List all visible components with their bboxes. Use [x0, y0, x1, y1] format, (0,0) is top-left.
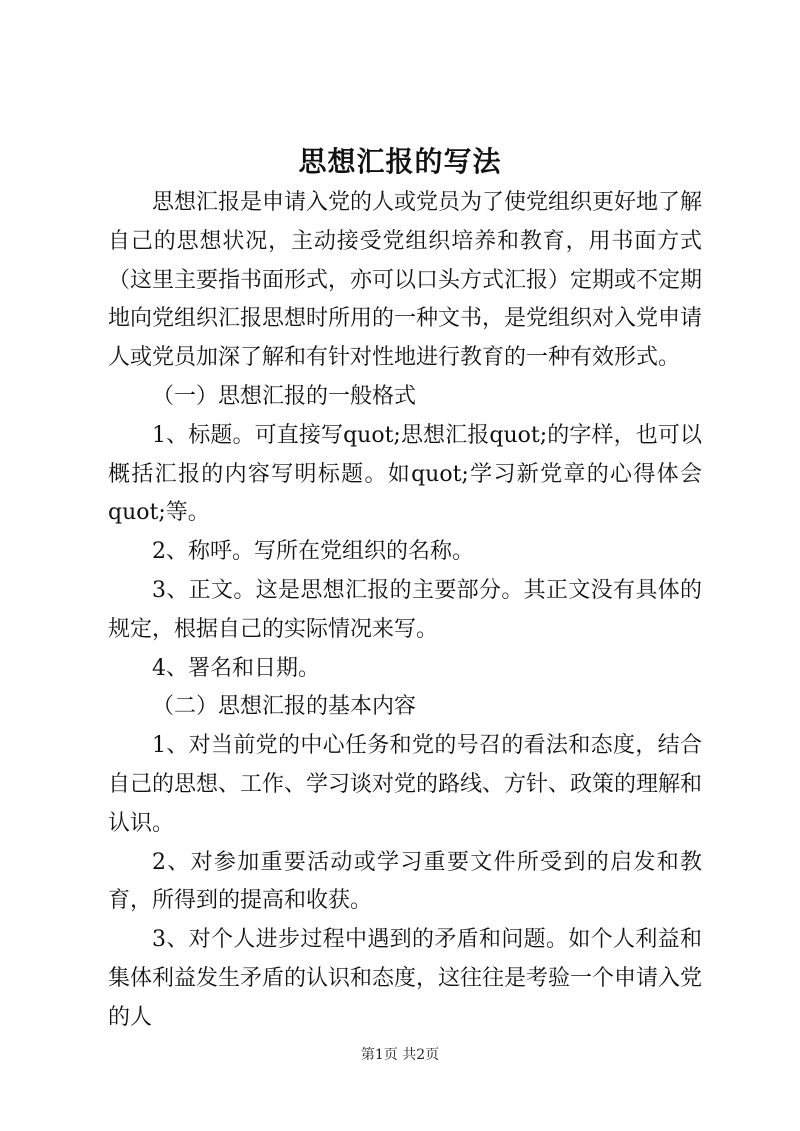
format-item-salutation: 2、称呼。写所在党组织的名称。: [152, 539, 474, 565]
intro-paragraph: 思想汇报是申请入党的人或党员为了使党组织更好地了解自己的思想状况，主动接受党组织培养和教育，用书面方式（这里主要指书面形式，亦可以口头方式汇报）定期或不定期地向党组织汇报思想时所用的一种文书，是党组织对入党申请人或党员加深了解和有针对性地进行教育的一种有效形式。: [108, 190, 703, 371]
page-footer: 第1页 共2页: [360, 1047, 440, 1063]
content-item-3: 3、对个人进步过程中遇到的矛盾和问题。如个人利益和集体利益发生矛盾的认识和态度，这往往是考验一个申请入党的人: [108, 927, 703, 1030]
format-item-signature: 4、署名和日期。: [152, 655, 320, 681]
section-heading-format: （一）思想汇报的一般格式: [152, 383, 417, 409]
document-body: [108, 184, 702, 1038]
document-title: 思想汇报的写法: [298, 145, 502, 178]
format-item-title: 1、标题。可直接写quot;思想汇报quot;的字样，也可以概括汇报的内容写明标题。如quot;学习新党章的心得体会quot;等。: [108, 422, 702, 526]
content-item-1: 1、对当前党的中心任务和党的号召的看法和态度，结合自己的思想、工作、学习谈对党的路线、方针、政策的理解和认识。: [108, 733, 703, 836]
format-item-body: 3、正文。这是思想汇报的主要部分。其正文没有具体的规定，根据自己的实际情况来写。: [108, 577, 702, 642]
content-item-2: 2、对参加重要活动或学习重要文件所受到的启发和教育，所得到的提高和收获。: [108, 849, 702, 914]
section-heading-content: （二）思想汇报的基本内容: [152, 694, 417, 720]
